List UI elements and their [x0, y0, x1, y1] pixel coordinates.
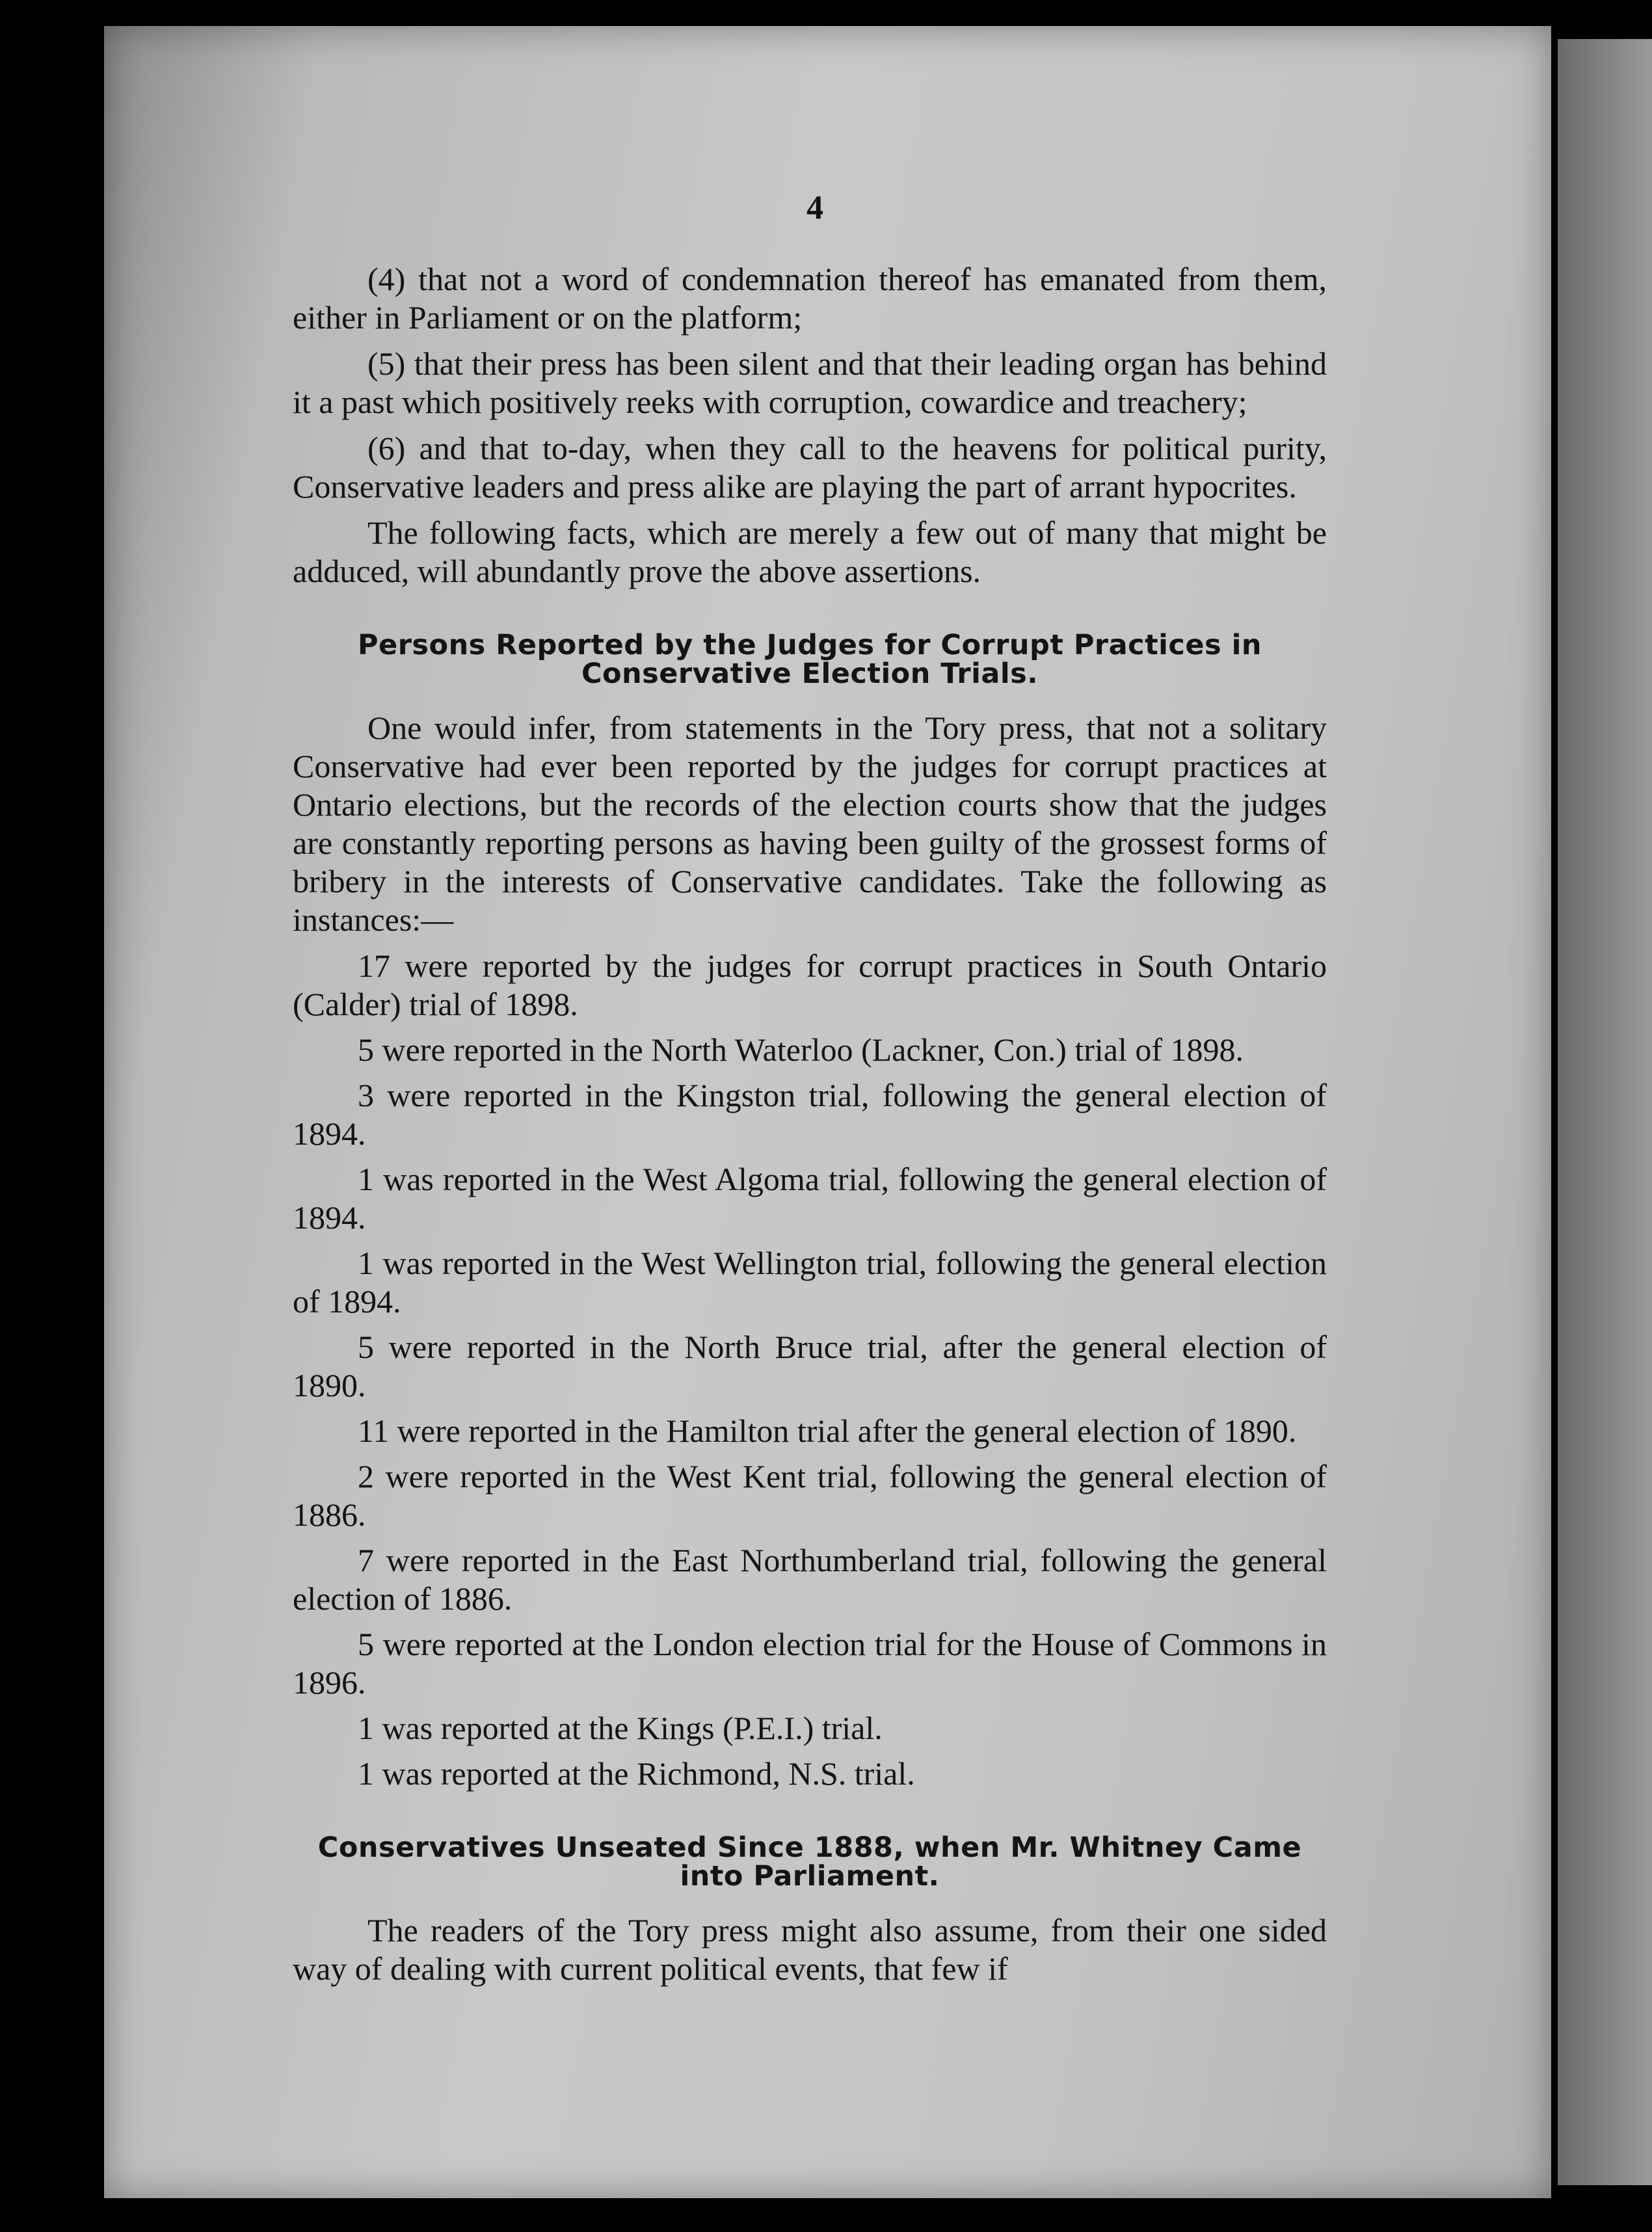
section-heading-unseated: Conservatives Unseated Since 1888, when Mr. Whitney Came into Parliament. [317, 1831, 1302, 1893]
adjacent-page-edge [1558, 39, 1652, 2185]
instance-item: 2 were reported in the West Kent trial, following the general election of 1886. [293, 1458, 1327, 1533]
intro-point: (4) that not a word of condemnation thereof has emanated from them, either in Parliament or on the platform; [293, 261, 1327, 336]
intro-point: (6) and that to-day, when they call to the heavens for political purity, Conservative leaders and press alike are playing the part of arrant hypocrites. [293, 430, 1327, 505]
instance-item: 11 were reported in the Hamilton trial after the general election of 1890. [358, 1413, 1297, 1449]
instance-item: 1 was reported at the Kings (P.E.I.) trial. [358, 1710, 883, 1746]
instance-item: 1 was reported at the Richmond, N.S. trial. [358, 1755, 915, 1792]
instance-item: 5 were reported in the North Waterloo (Lackner, Con.) trial of 1898. [358, 1031, 1244, 1068]
instance-item: 1 was reported in the West Algoma trial, following the general election of 1894. [293, 1161, 1327, 1236]
instance-item: 3 were reported in the Kingston trial, following the general election of 1894. [293, 1077, 1327, 1152]
instance-item: 5 were reported at the London election trial for the House of Commons in 1896. [293, 1626, 1327, 1701]
instance-item: 7 were reported in the East Northumberland trial, following the general election of 1886. [293, 1542, 1327, 1617]
intro-point: (5) that their press has been silent and that their leading organ has behind it a past which positively reeks with corruption, cowardice and treachery; [293, 345, 1327, 420]
section-intro: One would infer, from statements in the Tory press, that not a solitary Conservative had ever been reported by the judges for corrupt practices at Ontario elections, but the records of the election courts show that the judges are constantly reporting persons as having been guilty of the grossest forms of bribery in the interests of Conservative candidates. Take the following as instances:— [293, 710, 1327, 938]
intro-closing: The following facts, which are merely a few out of many that might be adduced, will abundantly prove the above assertions. [293, 514, 1327, 589]
section-intro: The readers of the Tory press might also assume, from their one sided way of dealing with current political events, that few if [293, 1912, 1327, 1987]
instance-item: 1 was reported in the West Wellington trial, following the general election of 1894. [293, 1245, 1327, 1320]
page-number: 4 [806, 189, 823, 226]
section-heading-corrupt-practices: Persons Reported by the Judges for Corrupt Practices in Conservative Election Trials. [358, 629, 1262, 690]
instance-item: 17 were reported by the judges for corrupt practices in South Ontario (Calder) trial of 1898. [293, 948, 1327, 1022]
page-body [293, 260, 1327, 1996]
instance-item: 5 were reported in the North Bruce trial, after the general election of 1890. [293, 1329, 1327, 1403]
